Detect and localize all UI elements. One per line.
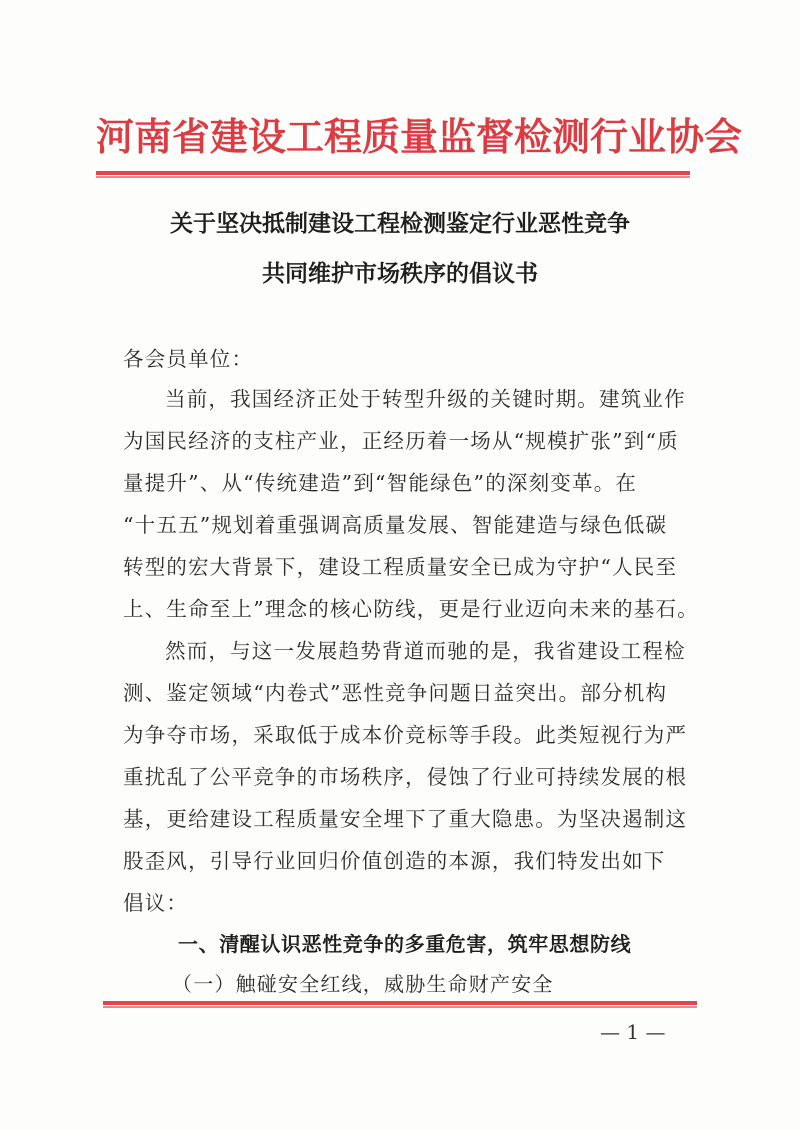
organization-header: 河南省建设工程质量监督检测行业协会: [96, 114, 743, 159]
paragraph-line: 重扰乱了公平竞争的市场秩序，侵蚀了行业可持续发展的根: [123, 765, 688, 789]
paragraph-line: 为国民经济的支柱产业，正经历着一场从“规模扩张”到“质: [123, 429, 679, 453]
paragraph-line: 测、鉴定领域“内卷式”恶性竞争问题日益突出。部分机构: [123, 681, 668, 705]
paragraph-line: 量提升”、从“传统建造”到“智能绿色”的深刻变革。在: [123, 471, 638, 495]
salutation: 各会员单位：: [123, 347, 254, 371]
section-heading-1: 一、清醒认识恶性竞争的多重危害，筑牢思想防线: [178, 932, 632, 956]
paragraph-line: 转型的宏大背景下，建设工程质量安全已成为守护“人民至: [123, 555, 678, 579]
paragraph-line: 上、生命至上”理念的核心防线，更是行业迈向未来的基石。: [123, 597, 699, 621]
paragraph-line: 股歪风，引导行业回归价值创造的本源，我们特发出如下: [123, 849, 666, 873]
paragraph-line: 倡议：: [123, 891, 189, 915]
page-number: — 1 —: [600, 1020, 666, 1044]
footer-divider: [103, 1001, 697, 1005]
paragraph-line: 为争夺市场，采取低于成本价竞标等手段。此类短视行为严: [123, 723, 688, 747]
paragraph-line: “十五五”规划着重强调高质量发展、智能建造与绿色低碳: [123, 513, 668, 537]
document-title-line-2: 共同维护市场秩序的倡议书: [262, 261, 538, 287]
paragraph-line: 然而，与这一发展趋势背道而驰的是，我省建设工程检: [165, 639, 686, 663]
paragraph-line: 当前，我国经济正处于转型升级的关键时期。建筑业作: [165, 387, 686, 411]
document-title-line-1: 关于坚决抵制建设工程检测鉴定行业恶性竞争: [170, 211, 630, 237]
header-divider: [96, 171, 690, 175]
paragraph-line: 基，更给建设工程质量安全埋下了重大隐患。为坚决遏制这: [123, 807, 688, 831]
subsection-heading-1: （一）触碰安全红线，威胁生命财产安全: [172, 972, 554, 996]
